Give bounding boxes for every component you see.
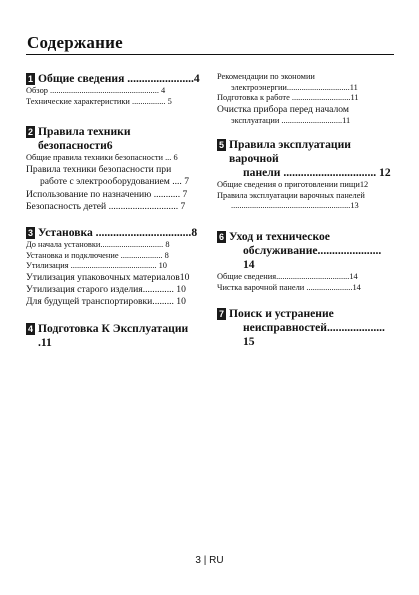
section-title-line: Уход и техническое (229, 230, 330, 244)
toc-section-4[interactable] (26, 322, 203, 350)
section-title (229, 307, 394, 349)
section-title-line: Правила эксплуатации варочной (229, 138, 351, 166)
toc-entry[interactable]: Установка и подключение .................... 8 (26, 250, 169, 260)
section-number-badge: 2 (27, 127, 33, 138)
section-number-badge: 5 (218, 140, 224, 151)
section-number-badge: 7 (218, 308, 224, 319)
toc-entry-continuation[interactable]: эксплуатации .............................11 (231, 116, 351, 126)
section-title: Установка .................................8 (38, 225, 198, 239)
toc-entry[interactable]: Рекомендации по экономии (217, 72, 315, 81)
section-number-badge: 3 (27, 227, 33, 238)
section-title (229, 138, 394, 180)
toc-entry-continuation[interactable]: работе с электрооборудованием .... 7 (40, 176, 190, 188)
section-title-line: панели ................................ 12 (243, 166, 391, 180)
toc-entry-continuation[interactable]: электроэнергии..............................11 (231, 82, 358, 92)
toc-entry[interactable]: Правила техники безопасности при (26, 164, 172, 176)
toc-section-6[interactable] (217, 230, 394, 272)
toc-entry[interactable]: Подготовка к работе ............................11 (217, 93, 359, 103)
section-title: Общие сведения .......................4 (38, 72, 200, 85)
toc-entry[interactable]: Безопасность детей ............................. 7 (26, 200, 186, 212)
toc-section-5[interactable] (217, 138, 394, 180)
page-number: 3 | RU (195, 555, 224, 566)
section-number-badge: 1 (27, 74, 33, 84)
section-title (229, 230, 394, 272)
toc-entry[interactable]: Правила эксплуатации варочных панелей (217, 190, 365, 200)
section-title: Подготовка К Эксплуатации .11 (38, 321, 189, 349)
title-divider (26, 54, 394, 55)
toc-entry[interactable]: Общие правила техники безопасности ... 6 (26, 153, 178, 163)
section-title: Правила техники безопасности6 (38, 125, 131, 153)
toc-entry[interactable]: Утилизация упаковочных материалов10 (26, 272, 190, 284)
section-title-line: Поиск и устранение (229, 306, 334, 320)
toc-entry[interactable]: Общие сведения о приготовлении пищи12 (217, 180, 369, 190)
page-title: Содержание (27, 33, 123, 52)
toc-entry[interactable]: Для будущей транспортировки......... 10 (26, 296, 186, 308)
toc-entry[interactable]: Чистка варочной панели ......................14 (217, 282, 361, 292)
toc-entry[interactable]: Утилизация старого изделия............. 10 (26, 284, 186, 296)
toc-entry-continuation[interactable]: .........................................................13 (231, 201, 359, 211)
section-number-badge: 4 (27, 323, 33, 334)
toc-entry[interactable]: Общие сведения...................................14 (217, 272, 358, 282)
section-number-badge: 6 (218, 232, 224, 243)
toc-right-column (217, 72, 394, 349)
toc-entry[interactable]: Использование по назначению ........... 7 (26, 188, 188, 200)
toc-section-3[interactable] (26, 226, 203, 240)
toc-left-column (26, 72, 203, 350)
section-title-line: обслуживание...................... 14 (243, 244, 382, 272)
toc-entry[interactable]: Технические характеристики ................ 5 (26, 96, 172, 106)
toc-entry[interactable]: До начала установки.............................. 8 (26, 239, 170, 249)
section-title-line: неисправностей.................... 15 (243, 320, 385, 348)
toc-section-2[interactable] (26, 125, 203, 153)
toc-entry[interactable]: Обзор .................................................... 4 (26, 86, 166, 95)
toc-entry[interactable]: Утилизация ......................................... 10 (26, 261, 167, 271)
toc-section-7[interactable] (217, 307, 394, 349)
toc-section-1[interactable] (26, 72, 203, 86)
toc-entry[interactable]: Очистка прибора перед началом (217, 104, 349, 116)
